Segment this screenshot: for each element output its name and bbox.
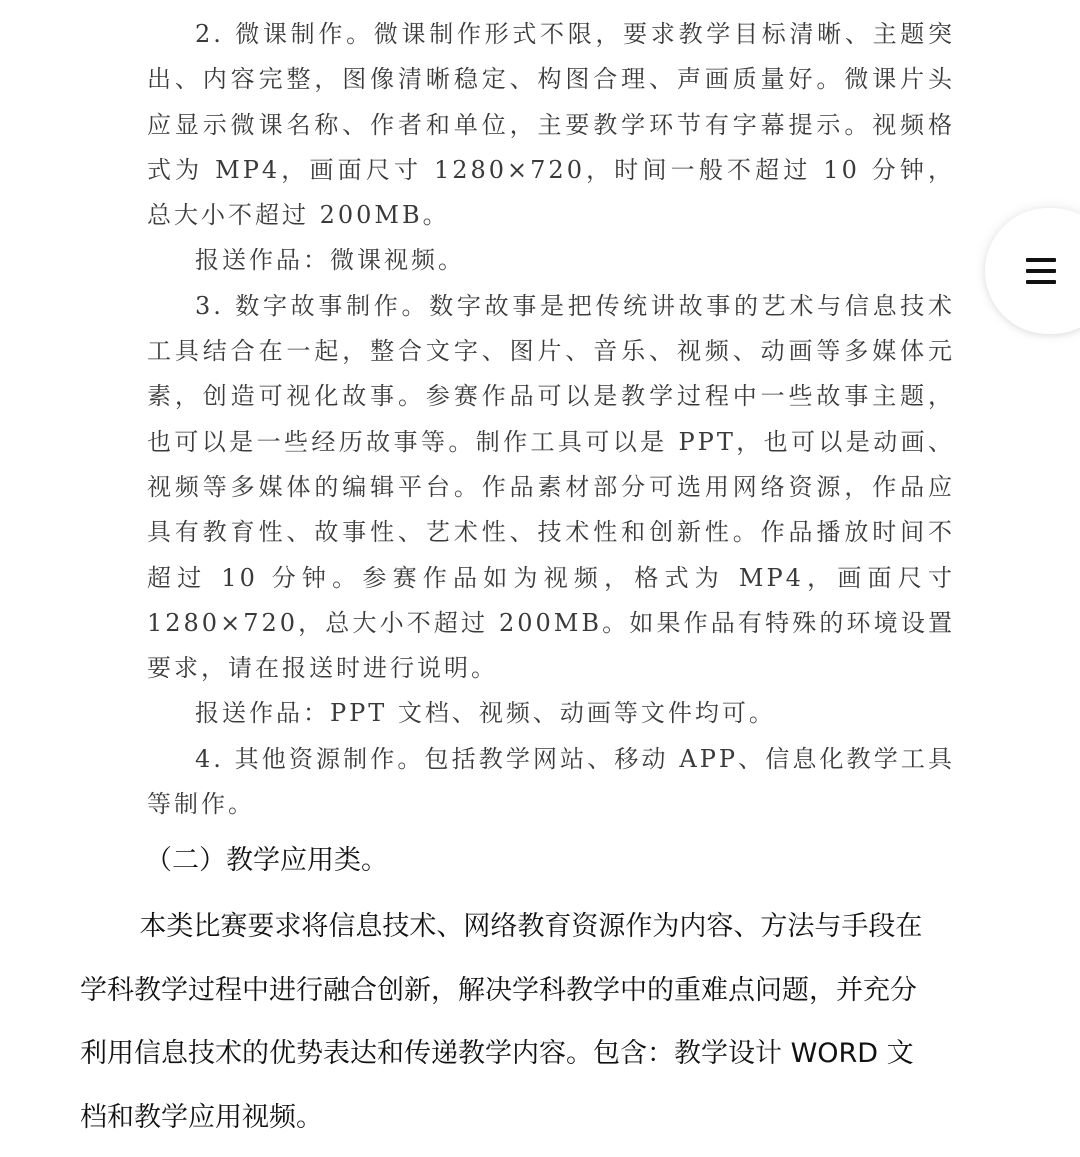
- paragraph-digital-story: 3. 数字故事制作。数字故事是把传统讲故事的艺术与信息技术工具结合在一起，整合文字、图片、音乐、视频、动画等多媒体元素，创造可视化故事。参赛作品可以是教学过程中一些故事主题，也可以是一些经历故事等。制作工具可以是 PPT，也可以是动画、视频等多媒体的编辑平台。作品素材部分可选用网络资源，作品应具有教育性、故事性、艺术性、技术性和创新性。作品播放时间不超过 10 分钟。参赛作品如为视频，格式为 MP4，画面尺寸 1280×720，总大小不超过 200MB。如果作品有特殊的环境设置要求，请在报送时进行说明。: [147, 291, 955, 683]
- paragraph-micro-lesson: 2. 微课制作。微课制作形式不限，要求教学目标清晰、主题突出、内容完整，图像清晰稳定、构图合理、声画质量好。微课片头应显示微课名称、作者和单位，主要教学环节有字幕提示。视频格式为 MP4，画面尺寸 1280×720，时间一般不超过 10 分钟，总大小不超过 200MB。: [147, 20, 955, 230]
- floating-menu-button[interactable]: [985, 208, 1080, 334]
- hamburger-menu-icon: [1026, 256, 1056, 286]
- paragraph-other-resources: 4. 其他资源制作。包括教学网站、移动 APP、信息化教学工具等制作。: [147, 744, 955, 819]
- paragraph-digital-story-submission: 报送作品：PPT 文档、视频、动画等文件均可。: [195, 699, 776, 728]
- paragraph-micro-lesson-submission: 报送作品：微课视频。: [195, 246, 465, 275]
- section-heading: （二）教学应用类。: [145, 845, 388, 876]
- section-body: 本类比赛要求将信息技术、网络教育资源作为内容、方法与手段在学科教学过程中进行融合创新，解决学科教学中的重难点问题，并充分利用信息技术的优势表达和传递教学内容。包含：教学设计 WORD 文档和教学应用视频。: [80, 911, 923, 1133]
- scanned-document-excerpt: [147, 12, 955, 827]
